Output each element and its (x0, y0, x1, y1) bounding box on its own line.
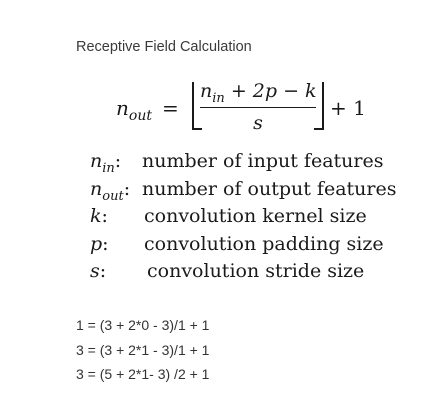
calculation-line: 3 = (5 + 2*1- 3) /2 + 1 (76, 366, 210, 382)
definition-text: convolution kernel size (144, 205, 367, 227)
definition-symbol: $n_{in}$: (90, 150, 122, 176)
definition-symbol: $n_{out}$: (90, 177, 131, 204)
floor-bracket-right (314, 82, 324, 130)
formula-denominator: s (253, 112, 263, 134)
page-title: Receptive Field Calculation (76, 39, 252, 55)
example-calculations (76, 317, 209, 391)
definition-symbol: p: (90, 232, 109, 255)
formula-lhs: $n_{out}$ (116, 96, 152, 124)
calculation-line: 1 = (3 + 2*0 - 3)/1 + 1 (76, 317, 210, 333)
formula-plus-one: + 1 (330, 96, 366, 120)
formula-equals: = (162, 96, 179, 120)
definition-text: convolution padding size (144, 232, 384, 255)
calculation-line: 3 = (3 + 2*1 - 3)/1 + 1 (76, 341, 210, 358)
definition-text: convolution stride size (147, 260, 365, 282)
definition-symbol: s: (90, 260, 107, 282)
definition-symbol: k: (90, 205, 108, 227)
formula-numerator: $n_{in} + 2p - k$ (200, 80, 317, 106)
definition-text: number of output features (142, 177, 397, 200)
output-size-formula (116, 76, 396, 142)
definition-text: number of input features (142, 150, 384, 172)
fraction-bar (200, 107, 316, 108)
